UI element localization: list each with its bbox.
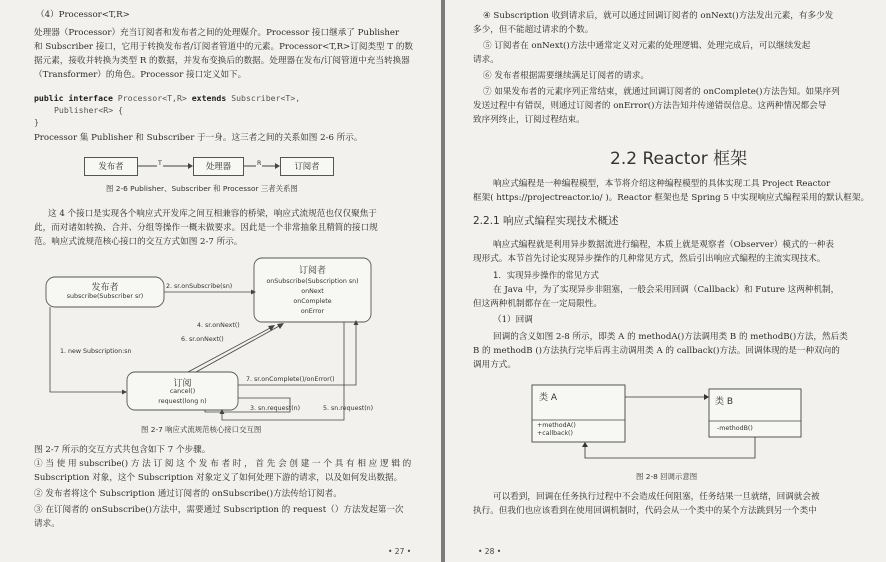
subscription-title: 订阅 — [173, 379, 192, 389]
step-2-line: ② 发布者将这个 Subscription 通过订阅者的 onSubscribe()方法传给订阅者。 — [34, 489, 342, 499]
paragraph-line: 和 Subscriber 接口，它用于转换发布者/订阅者管道中的元素。Processor<T,R>订阅类型 T 的数 — [34, 42, 414, 52]
paragraph-line: 但这两种机制都存在一定局限性。 — [473, 299, 602, 309]
paragraph-line: 致序列终止，订阅过程结束。 — [473, 115, 585, 125]
code-line-2: Publisher<R> { — [54, 105, 124, 115]
step-4-label: 4. sr.onNext() — [197, 322, 240, 329]
step-7-label: 7. sr.onComplete()/onError() — [246, 376, 335, 383]
paragraph-line: 请求。 — [473, 55, 499, 65]
paragraph-line: 调用方式。 — [473, 360, 516, 370]
paragraph-line: 请求。 — [34, 519, 60, 529]
code-line-3: } — [34, 117, 39, 127]
section-title-reactor: 2.2 Reactor 框架 — [610, 149, 748, 169]
page-number-28: • 28 • — [478, 547, 502, 556]
section-heading-processor: （4）Processor<T,R> — [36, 10, 130, 20]
paragraph-line: 处理器（Processor）充当订阅者和发布者之间的处理媒介。Processor 接口继承了 Publisher — [34, 28, 400, 38]
publisher-subscribe-method: subscribe(Subscriber sr) — [66, 293, 144, 300]
left-page — [0, 0, 441, 562]
step-3-label: 3. sn.request(n) — [250, 405, 301, 412]
item-1-title: 1．实现异步操作的常见方式 — [493, 270, 599, 280]
code-line-1: public interface Processor<T,R> extends Subscriber<T>, — [34, 93, 301, 103]
page-number-27: • 27 • — [388, 547, 412, 556]
step-1-line: ① 当 使 用 subscribe() 方 法 订 阅 这 个 发 布 者 时 ， 首 先 会 创 建 一 个 具 有 相 应 逻 辑 的 — [34, 459, 412, 469]
paragraph-line: 这 4 个接口是实现各个响应式开发库之间互相兼容的桥梁，响应式流规范也仅仅聚焦于 — [48, 209, 377, 219]
class-a-title: 类 A — [539, 393, 558, 403]
subscriber-onnext: onNext — [301, 288, 324, 295]
subscriber-title: 订阅者 — [298, 266, 326, 276]
class-a-methoda: +methodA() — [537, 422, 576, 429]
right-page — [445, 0, 886, 562]
paragraph-line: Processor 集 Publisher 和 Subscriber 于一身。这三者之间的关系如图 2-6 所示。 — [34, 133, 363, 143]
step-5-label: 5. sn.request(n) — [323, 405, 374, 412]
publisher-title: 发布者 — [91, 283, 119, 293]
paragraph-line: 在 Java 中，为了实现异步非阻塞，一般会采用回调（Callback）和 Future 这两种机制， — [493, 285, 840, 295]
publisher-box: 发布者 — [84, 157, 138, 176]
step-6-line: ⑥ 发布者根据需要继续满足订阅者的请求。 — [483, 71, 650, 81]
paragraph-line: 据元素，接收并转换为类型 R 的数据，并发布变换后的数据。处理器在发布/订阅管道中充当转换器 — [34, 56, 410, 66]
class-a-callback: +callback() — [537, 430, 573, 437]
paragraph-line: 图 2-7 所示的交互方式共包含如下 7 个步骤。 — [34, 445, 211, 455]
paragraph-line: 现形式。本节首先讨论实现异步操作的几种常见方式，然后引出响应式编程的主流实现技术。 — [473, 254, 826, 264]
class-b-title: 类 B — [715, 397, 734, 407]
class-b-methodb: -methodB() — [717, 425, 753, 432]
paragraph-line: 此，而对诸如转换、合并、分组等操作一概未做要求。因此是一个非常抽象且精简的接口规 — [34, 223, 378, 233]
step-1-label: 1. new Subscription:sn — [60, 348, 132, 355]
subscriber-box: 订阅者 — [280, 157, 334, 176]
subscription-request: request(long n) — [158, 398, 207, 405]
paragraph-line: 响应式编程就是利用异步数据流进行编程，本质上就是观察者（Observer）模式的一种表 — [493, 240, 834, 250]
processor-box: 处理器 — [193, 157, 244, 176]
paragraph-line: （Transformer）的角色。Processor 接口定义如下。 — [34, 70, 247, 80]
paragraph-line: 多少，但不能超过请求的个数。 — [473, 25, 594, 35]
figure-2-7-caption: 图 2-7 响应式流规范核心接口交互图 — [141, 425, 262, 434]
figure-2-8-caption: 图 2-8 回调示意图 — [636, 472, 698, 481]
paragraph-line: 执行。但我们也应该看到在使用回调机制时，代码会从一个类中的某个方法跳到另一个类中 — [473, 506, 817, 516]
step-2-label: 2. sr.onSubscribe(sn) — [166, 283, 233, 290]
paragraph-line: Subscription 对象，这个 Subscription 对象定义了如何处理下游的请求，以及如何发出数据。 — [34, 473, 403, 483]
figure-2-6-caption: 图 2-6 Publisher、Subscriber 和 Processor 三者关系图 — [106, 184, 298, 193]
r-label: R — [257, 160, 262, 167]
paragraph-line: B 的 methodB ()方法执行完毕后再主动调用类 A 的 callback()方法。回调体现的是一种双向的 — [473, 346, 840, 356]
paragraph-line: 范。响应式流规范核心接口的交互方式如图 2-7 所示。 — [34, 237, 243, 247]
subsection-title: 2.2.1 响应式编程实现技术概述 — [473, 215, 619, 227]
step-3-line: ③ 在订阅者的 onSubscribe()方法中，需要通过 Subscription 的 request（）方法发起第一次 — [34, 505, 404, 515]
step-4-line: ④ Subscription 收到请求后，就可以通过回调订阅者的 onNext()方法发出元素，有多少发 — [483, 11, 834, 21]
paragraph-line: 框架( https://projectreactor.io/ )。Reactor 框架也是 Spring 5 中实现响应式编程采用的默认框架。 — [473, 193, 870, 203]
step-5-line: ⑤ 订阅者在 onNext()方法中通常定义对元素的处理逻辑、处理完成后，可以继续发起 — [483, 41, 811, 51]
subscriber-oncomplete: onComplete — [293, 298, 332, 305]
step-6-label: 6. sr.onNext() — [181, 336, 224, 343]
paragraph-line: 发送过程中有错误，则通过订阅者的 onError()方法告知并传递错误信息。这两种情况都会导 — [473, 101, 827, 111]
subscriber-onerror: onError — [300, 308, 325, 315]
paragraph-line: 回调的含义如图 2-8 所示，即类 A 的 methodA()方法调用类 B 的 methodB()方法，然后类 — [493, 332, 848, 342]
subscriber-onsubscribe: onSubscribe(Subscription sn) — [266, 278, 359, 285]
subscription-cancel: cancel() — [169, 388, 196, 395]
step-7-line: ⑦ 如果发布者的元素序列正常结束，就通过回调订阅者的 onComplete()方法告知。如果序列 — [483, 87, 840, 97]
paragraph-line: 可以看到，回调在任务执行过程中不会造成任何阻塞，任务结果一旦就绪，回调就会被 — [493, 492, 820, 502]
paragraph-line: 响应式编程是一种编程模型，本节将介绍这种编程模型的具体实现工具 Project Reactor — [493, 179, 831, 189]
t-label: T — [158, 160, 162, 167]
item-1-sub-callback: （1）回调 — [493, 315, 533, 325]
